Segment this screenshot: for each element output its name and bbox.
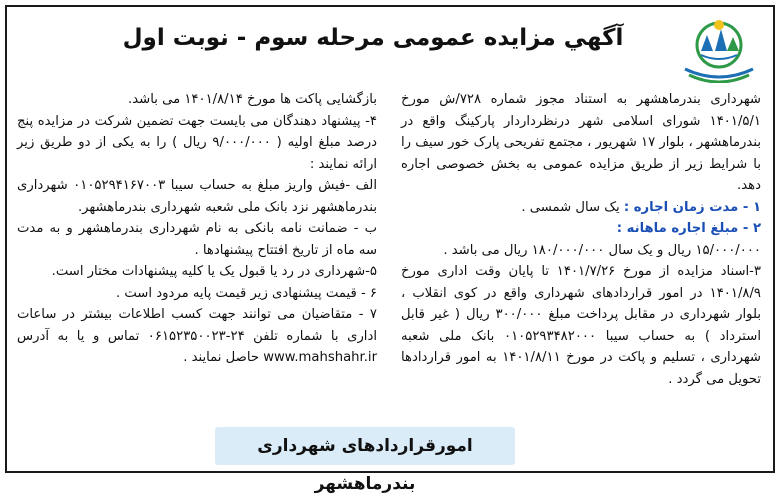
item-1 [401, 197, 761, 219]
footer-signature: امورقراردادهای شهرداری بندرماهشهر [215, 427, 515, 465]
advertisement-frame [5, 5, 775, 494]
item-be: ب - ضمانت نامه بانکی به نام شهرداری بندرماهشهر و به مدت سه ماه از تاریخ افتتاح پیشنهادها . [17, 221, 377, 258]
opening-date: بازگشایی پاکت ها مورخ ۱۴۰۱/۸/۱۴ می باشد. [128, 92, 377, 107]
header [7, 7, 773, 85]
municipality-logo-icon [671, 11, 767, 83]
item-4: ۴- پیشنهاد دهندگان می بایست جهت تضمین شرکت در مزایده پنج درصد مبلغ اولیه ( ۹/۰۰۰/۰۰۰ ریال ) را به یکی از دو طریق زیر ارائه نمایند : [17, 113, 377, 172]
item-2-label: ۲ - مبلغ اجاره ماهانه : [616, 221, 761, 236]
item-2 [401, 218, 761, 240]
item-alef: الف -فیش واریز مبلغ به حساب سیبا ۰۱۰۵۲۹۴۱۶۷۰۰۳ شهرداری بندرماهشهر نزد بانک ملی شعبه شهرداری بندرماهشهر. [17, 178, 377, 215]
item-7: ۷ - متقاضیان می توانند جهت کسب اطلاعات بیشتر در ساعات اداری با شماره تلفن ۲۴-۰۶۱۵۲۳۵۰۰۲۳ تماس و یا به آدرس www.mahshahr.ir حاصل نمایند . [17, 307, 378, 365]
right-column [401, 89, 761, 419]
item-1-value: یک سال شمسی . [521, 199, 624, 215]
item-3: ۳-اسناد مزایده از مورخ ۱۴۰۱/۷/۲۶ تا پایان وقت اداری مورخ ۱۴۰۱/۸/۹ در امور قراردادهای شهرداری واقع در کوی انقلاب ، بلوار شهرداری در مقابل پرداخت مبلغ ۳۰۰/۰۰۰ ریال ( غیر قابل استرداد ) به حساب سیبا ۰۱۰۵۲۹۳۴۸۲۰۰۰ بانک ملی شعبه شهرداری ، تسلیم و پاکت در مورخ ۱۴۰۱/۸/۱۱ به امور قراردادها تحویل می گردد . [401, 264, 762, 387]
left-column [17, 89, 377, 419]
content-columns [17, 89, 761, 419]
item-5: ۵-شهرداری در رد یا قبول یک یا کلیه پیشنهادات مختار است. [51, 264, 377, 279]
item-1-label: ۱ - مدت زمان اجاره : [623, 199, 761, 215]
page-title: آگهي مزايده عمومی مرحله سوم - نوبت اول [122, 25, 624, 51]
item-2-value: ۱۵/۰۰۰/۰۰۰ ریال و یک سال ۱۸۰/۰۰۰/۰۰۰ ریال می باشد . [443, 242, 761, 258]
item-6: ۶ - قیمت پیشنهادی زیر قیمت پایه مردود است . [115, 285, 377, 301]
intro-paragraph: شهرداری بندرماهشهر به استناد مجوز شماره ۷۲۸/ش مورخ ۱۴۰۱/۵/۱ شورای اسلامی شهر درنظرداردار پارکینگ واقع در بندرماهشهر ، بلوار ۱۷ شهریور ، مجتمع تفریحی پارک خور سیف را با شرایط زیر از طریق مزایده عمومی به بخش خصوصی اجاره دهد. [401, 92, 761, 193]
